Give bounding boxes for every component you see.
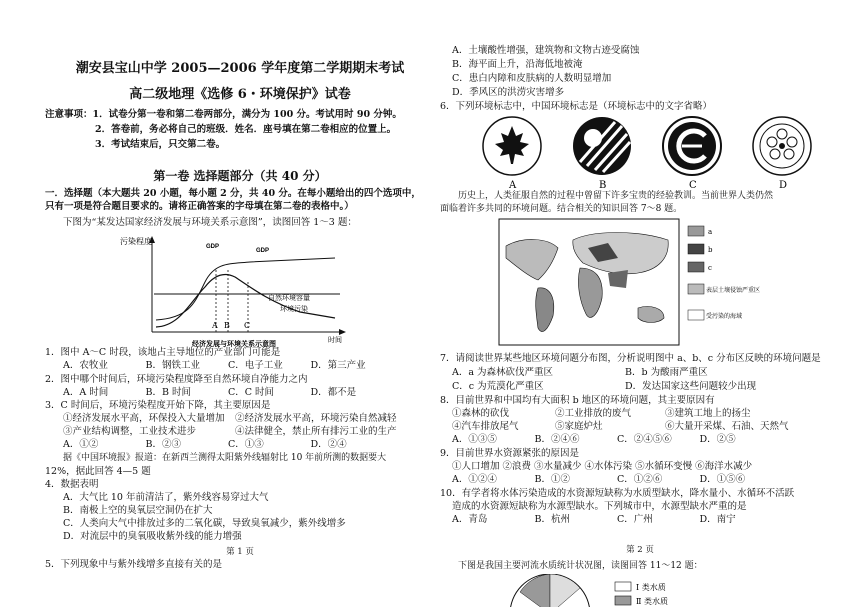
pie-legend-2: Ⅱ 类水质 — [636, 597, 668, 606]
question-8: 8．目前世界和中国均有大面积 b 地区的环境问题，其主要原因有 — [440, 395, 715, 406]
option-5c[interactable]: C．患白内障和皮肤病的人数明显增加 — [452, 73, 612, 84]
question-10-line-2: 造成的水资源短缺称为水源型缺水。下列城市中，水源型缺水严重的是 — [452, 501, 747, 512]
question-4: 4．数据表明 — [45, 479, 99, 490]
option-2c[interactable]: C．C 时间 — [228, 387, 275, 398]
page-number-1: 第 1 页 — [226, 547, 254, 557]
q9-items: ①人口增加 ②浪费 ③水量减少 ④水体污染 ⑤水循环变慢 ⑥海洋水减少 — [452, 461, 753, 472]
legend-erosion: 表层土壤侵蚀严重区 — [706, 287, 761, 294]
history-line-2: 面临着许多共同的环境问题。结合相关的知识回答 7～8 题。 — [440, 204, 683, 214]
legend-a: a — [708, 228, 713, 236]
economy-environment-diagram — [120, 232, 350, 350]
option-1d[interactable]: D．第三产业 — [310, 360, 366, 371]
option-5a[interactable]: A．土壤酸性增强，建筑物和文物古迹受腐蚀 — [452, 45, 640, 56]
q3-item-1: ①经济发展水平高，环保投入大量增加 — [63, 413, 225, 424]
option-5b[interactable]: B．海平面上升，沿海低地被淹 — [452, 59, 583, 70]
question-7: 7．请阅读世界某些地区环境问题分布图，分析说明图中 a、b、c 分布区反映的环境问题是 — [440, 353, 821, 364]
river-water-quality-chart — [500, 574, 750, 607]
x-axis-label: 时间 — [328, 336, 342, 344]
option-1a[interactable]: A．农牧业 — [63, 360, 108, 371]
question-1-options — [63, 359, 393, 373]
exam-title: 潮安县宝山中学 2005—2006 学年度第二学期期末考试 — [75, 61, 405, 76]
note-2: 2．答卷前，务必将自己的班级．姓名．座号填在第二卷相应的位置上。 — [95, 124, 397, 136]
option-8c[interactable]: C．②④⑤⑥ — [617, 434, 672, 445]
question-3: 3．C 时间后，环境污染程度开始下降，其主要原因是 — [45, 400, 271, 411]
question-5: 5．下列现象中与紫外线增多直接有关的是 — [45, 559, 223, 570]
x-axis-arrow — [339, 329, 346, 335]
legend-a-swatch — [688, 226, 704, 236]
logo-label-b: B — [599, 180, 607, 190]
y-axis-label: 污染程度 — [120, 237, 152, 246]
option-7d[interactable]: D．发达国家这些问题较少出现 — [625, 381, 757, 392]
question-6: 6．下列环境标志中，中国环境标志是（环境标志中的文字省略） — [440, 101, 713, 112]
point-c: C — [244, 321, 251, 330]
legend-b: b — [708, 246, 713, 254]
option-3c[interactable]: C．①③ — [228, 439, 264, 450]
option-3a[interactable]: A．①② — [63, 439, 99, 450]
option-1c[interactable]: C．电子工业 — [228, 360, 283, 371]
section-title: 第一卷 选择题部分（共 40 分） — [153, 169, 327, 183]
logo-a-maple-leaf-icon[interactable] — [483, 117, 541, 175]
q8-item-6: ⑥大量开采煤、石油、天然气 — [665, 421, 789, 432]
question-2-options — [63, 386, 393, 400]
q3-item-3: ③产业结构调整，工业技术进步 — [63, 426, 197, 437]
q8-item-2: ②工业排放的废气 — [555, 408, 632, 419]
logo-label-d: D — [779, 180, 788, 190]
q8-item-1: ①森林的砍伐 — [452, 408, 510, 419]
figure-intro: 下图为“某发达国家经济发展与环境关系示意图”，读图回答 1～3 题： — [63, 217, 357, 228]
exam-subtitle: 高二级地理《选修 6・环境保护》试卷 — [129, 87, 351, 102]
option-8a[interactable]: A．①③⑤ — [452, 434, 497, 445]
question-2: 2．图中哪个时间后，环境污染程度降至自然环境自净能力之内 — [45, 374, 308, 385]
q3-item-2: ②经济发展水平高，环境污染自然减轻 — [235, 413, 397, 424]
question-3-options — [63, 438, 393, 452]
logo-d-circle-icon[interactable] — [753, 117, 811, 175]
option-3d[interactable]: D．②④ — [310, 439, 347, 450]
history-line-1: 历史上，人类征服自然的过程中曾留下许多宝贵的经验教训。当前世界人类仍然 — [458, 191, 774, 201]
option-2d[interactable]: D．都不是 — [310, 387, 357, 398]
option-4d[interactable]: D．对流层中的臭氧吸收紫外线的能力增强 — [63, 531, 242, 542]
option-2a[interactable]: A．A 时间 — [63, 387, 109, 398]
pie-legend-2-swatch — [615, 596, 631, 605]
option-7b[interactable]: B．b 为酸雨严重区 — [625, 367, 708, 378]
legend-c: c — [708, 264, 712, 272]
option-10d[interactable]: D．南宁 — [699, 514, 736, 525]
option-9c[interactable]: C．①②⑥ — [617, 474, 663, 485]
question-9-options — [452, 473, 782, 487]
option-9a[interactable]: A．①②④ — [452, 474, 497, 485]
option-9b[interactable]: B．①② — [534, 474, 570, 485]
news-line-1: 据《中国环境报》报道：在新西兰测得太阳紫外线辐射比 10 年前所测的数据要大 — [63, 453, 387, 463]
pie-legend-1: Ⅰ 类水质 — [636, 583, 666, 592]
question-9: 9．目前世界水资源紧张的原因是 — [440, 448, 580, 459]
legend-sea: 受污染的海域 — [706, 313, 743, 320]
instructions-line-1: 一．选择题（本大题共 20 小题，每小题 2 分，共 40 分。在每小题给出的四个选项中， — [45, 188, 421, 199]
q3-item-4: ④法律健全，禁止所有排污工业的生产 — [235, 426, 397, 437]
option-7c[interactable]: C．c 为荒漠化严重区 — [452, 381, 544, 392]
diagram-caption: 经济发展与环境关系示意图 — [192, 339, 276, 348]
gdp-curve — [156, 258, 335, 320]
option-2b[interactable]: B．B 时间 — [145, 387, 191, 398]
option-4c[interactable]: C．人类向大气中排放过多的二氧化碳，导致臭氧减少，紫外线增多 — [63, 518, 346, 529]
question-1: 1．图中 A～C 时段，该地占主导地位的产业部门可能是 — [45, 347, 281, 358]
logo-label-a: A — [509, 180, 517, 190]
region-c-shape — [608, 270, 628, 288]
question-8-options — [452, 433, 782, 447]
world-environment-map — [498, 218, 778, 348]
q8-item-5: ⑤家庭炉灶 — [555, 421, 603, 432]
option-7a[interactable]: A．a 为森林砍伐严重区 — [452, 367, 554, 378]
option-10a[interactable]: A．青岛 — [452, 514, 488, 525]
instructions-line-2: 只有一项是符合题目要求的。请将正确答案的字母填在第二卷的表格中。） — [45, 201, 354, 212]
option-8b[interactable]: B．②④⑥ — [534, 434, 580, 445]
legend-erosion-swatch — [688, 284, 704, 294]
gdp-label-curve: GDP — [256, 248, 270, 254]
option-10c[interactable]: C．广州 — [617, 514, 653, 525]
logo-label-c: C — [689, 180, 697, 190]
logo-c-china-environment-icon[interactable] — [663, 117, 721, 175]
legend-b-swatch — [688, 244, 704, 254]
option-9d[interactable]: D．①⑤⑥ — [699, 474, 746, 485]
gdp-label-top: GDP — [206, 244, 220, 250]
capacity-label: 自然环境容量 — [268, 294, 310, 302]
exam-notes — [45, 107, 435, 153]
question-10-line-1: 10．有学者将水体污染造成的水资源短缺称为水质型缺水，降水量小、水循环不活跃 — [440, 488, 795, 499]
question-11-intro: 下图是我国主要河流水质统计状况图，读图回答 11～12 题： — [458, 561, 703, 571]
map-legend — [688, 226, 760, 320]
option-5d[interactable]: D．季风区的洪涝灾害增多 — [452, 87, 565, 98]
legend-c-swatch — [688, 262, 704, 272]
page-number-2: 第 2 页 — [626, 545, 654, 555]
logo-b-striped-icon[interactable] — [573, 117, 631, 175]
q8-item-3: ③建筑工地上的扬尘 — [665, 408, 751, 419]
q8-item-4: ④汽车排放尾气 — [452, 421, 519, 432]
option-4a[interactable]: A．大气比 10 年前清洁了，紫外线容易穿过大气 — [63, 492, 269, 503]
pollution-label: 环境污染 — [280, 305, 308, 313]
option-4b[interactable]: B．南极上空的臭氧层空洞仍在扩大 — [63, 505, 213, 516]
option-8d[interactable]: D．②⑤ — [699, 434, 736, 445]
point-a: A — [212, 321, 218, 330]
question-10-options — [452, 513, 782, 527]
note-3: 3．考试结束后，只交第二卷。 — [95, 139, 226, 151]
option-10b[interactable]: B．杭州 — [534, 514, 570, 525]
option-3b[interactable]: B．②③ — [145, 439, 181, 450]
point-b: B — [224, 321, 230, 330]
news-line-2: 12%，据此回答 4—5 题 — [45, 466, 151, 477]
legend-sea-swatch — [688, 310, 704, 320]
option-1b[interactable]: B．钢铁工业 — [145, 360, 200, 371]
pie-legend-1-swatch — [615, 582, 631, 591]
environment-logos — [475, 114, 825, 190]
note-1: 注意事项：1．试卷分第一卷和第二卷两部分，满分为 100 分。考试用时 90 分钟。 — [45, 109, 402, 120]
